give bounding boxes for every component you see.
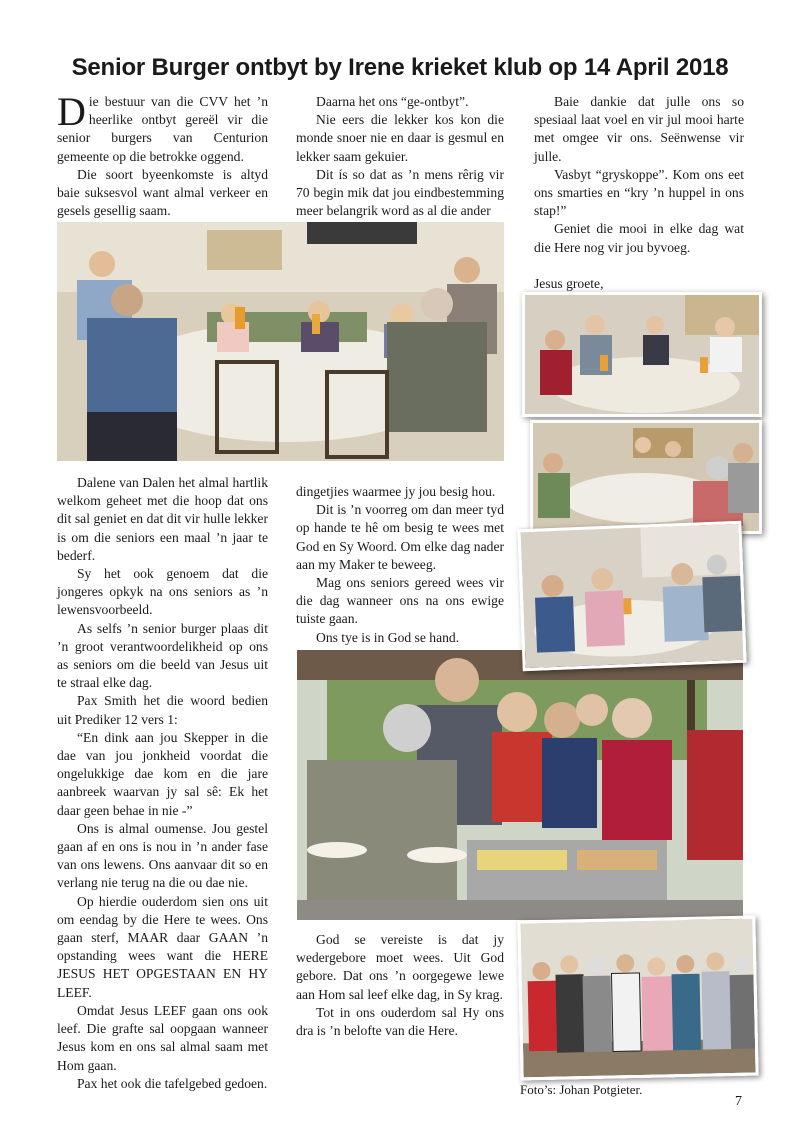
column-1-bottom	[57, 474, 268, 1093]
paragraph-text: ie bestuur van die CVV het ’n heerlike ontbyt gereël vir die senior burgers van Centurion gemeente op die betrokke oggend.	[57, 94, 268, 164]
paragraph: Die soort byeenkomste is altyd baie suksesvol want almal verkeer en gesels gesellig saam.	[57, 166, 268, 219]
paragraph: Dit is ’n voorreg om dan meer tyd op hande te hê om besig te wees met God en Sy Woord. Om elke dag nader aan my Maker te beweeg.	[296, 502, 504, 572]
paragraph-intro	[57, 89, 268, 166]
column-2-top	[296, 93, 504, 220]
column-3-top	[534, 93, 744, 311]
drop-cap: D	[57, 89, 86, 134]
paragraph: Ons tye is in God se hand.	[316, 629, 460, 645]
paragraph: Daarna het ons “ge-ontbyt”.	[316, 94, 469, 109]
paragraph: Pax het ook die tafelgebed gedoen.	[77, 1075, 268, 1091]
photo-table-group-1	[522, 292, 762, 417]
paragraph: As selfs ’n senior burger plaas dit ’n groot verantwoordelikheid op ons as seniors om die beeld van Jesus uit te straal elke dag.	[57, 620, 268, 691]
paragraph: Vasbyt “gryskoppe”. Kom ons eet ons smarties en “kry ’n huppel in ons stap!”	[534, 166, 744, 219]
paragraph: Pax Smith het die woord bedien uit Prediker 12 vers 1:	[57, 693, 268, 727]
paragraph: Mag ons seniors gereed wees vir die dag wanneer ons na ons ewige tuiste gaan.	[296, 575, 504, 627]
signoff-greeting: Jesus groete,	[534, 275, 604, 291]
paragraph: God se vereiste is dat jy wedergebore moet wees. Uit God gebore. Dat ons ’n oorgegewe lewe aan Hom sal leef elke dag, in Sy krag.	[296, 932, 504, 1002]
photo-group-portrait	[517, 916, 758, 1081]
photo-table-group-2	[530, 420, 762, 534]
paragraph: Geniet die mooi in elke dag wat die Here nog vir jou byvoeg.	[534, 221, 744, 255]
paragraph: dingetjies waarmee jy jou besig hou.	[296, 484, 496, 499]
column-1-top	[57, 89, 268, 220]
photo-buffet-line	[297, 650, 743, 920]
paragraph: Dit ís so dat as ’n mens rêrig vir 70 begin mik dat jou eindbestemming meer belangrik word as al die ander	[296, 166, 504, 219]
scripture-quote: “En dink aan jou Skepper in die dae van jou jonkheid voordat die ongelukkige dae kom en die jare aanbreek waarvan jy sal sê: Ek het daar geen behae in nie -”	[57, 729, 268, 818]
photo-credit: Foto’s: Johan Potgieter.	[520, 1082, 643, 1097]
photo-seniors-at-table	[57, 222, 504, 461]
article-title: Senior Burger ontbyt by Irene krieket klub op 14 April 2018	[71, 54, 729, 81]
paragraph: Tot in ons ouderdom sal Hy ons dra is ’n belofte van die Here.	[296, 1004, 504, 1039]
paragraph: Sy het ook genoem dat die jongeres opkyk na ons seniors as ’n lewensvoorbeeld.	[57, 566, 268, 618]
column-2-bottom	[296, 931, 504, 1040]
column-2-middle	[296, 483, 504, 647]
paragraph: Dalene van Dalen het almal hartlik welkom geheet met die hoop dat ons dit sal geniet en dat dit vir hulle lekker is om die seniors een maal ’n jaar te bederf.	[57, 475, 268, 563]
paragraph: Baie dankie dat julle ons so spesiaal laat voel en vir jul mooi harte met omgee vir ons. Seënwense vir julle.	[534, 94, 744, 164]
paragraph: Op hierdie ouderdom sien ons uit om eendag by die Here te wees. Ons gaan sterf, MAAR daar GAAN ’n opstanding wees want die HERE JESUS HET OPGESTAAN EN HY LEEF.	[57, 893, 268, 1000]
paragraph: Ons is almal oumense. Jou gestel gaan af en ons is nou in ’n ander fase van ons lewens. Ons aanvaar dit so en verlang nie terug na die ou dae nie.	[57, 820, 268, 891]
paragraph: Omdat Jesus LEEF gaan ons ook leef. Die grafte sal oopgaan wanneer Jesus kom en ons sal almal saam met Hom gaan.	[57, 1002, 268, 1073]
photo-table-group-3	[517, 521, 746, 671]
page-number: 7	[735, 1094, 742, 1109]
paragraph: Nie eers die lekker kos kon die monde snoer nie en daar is gesmul en lekker saam gekuier.	[296, 112, 504, 164]
